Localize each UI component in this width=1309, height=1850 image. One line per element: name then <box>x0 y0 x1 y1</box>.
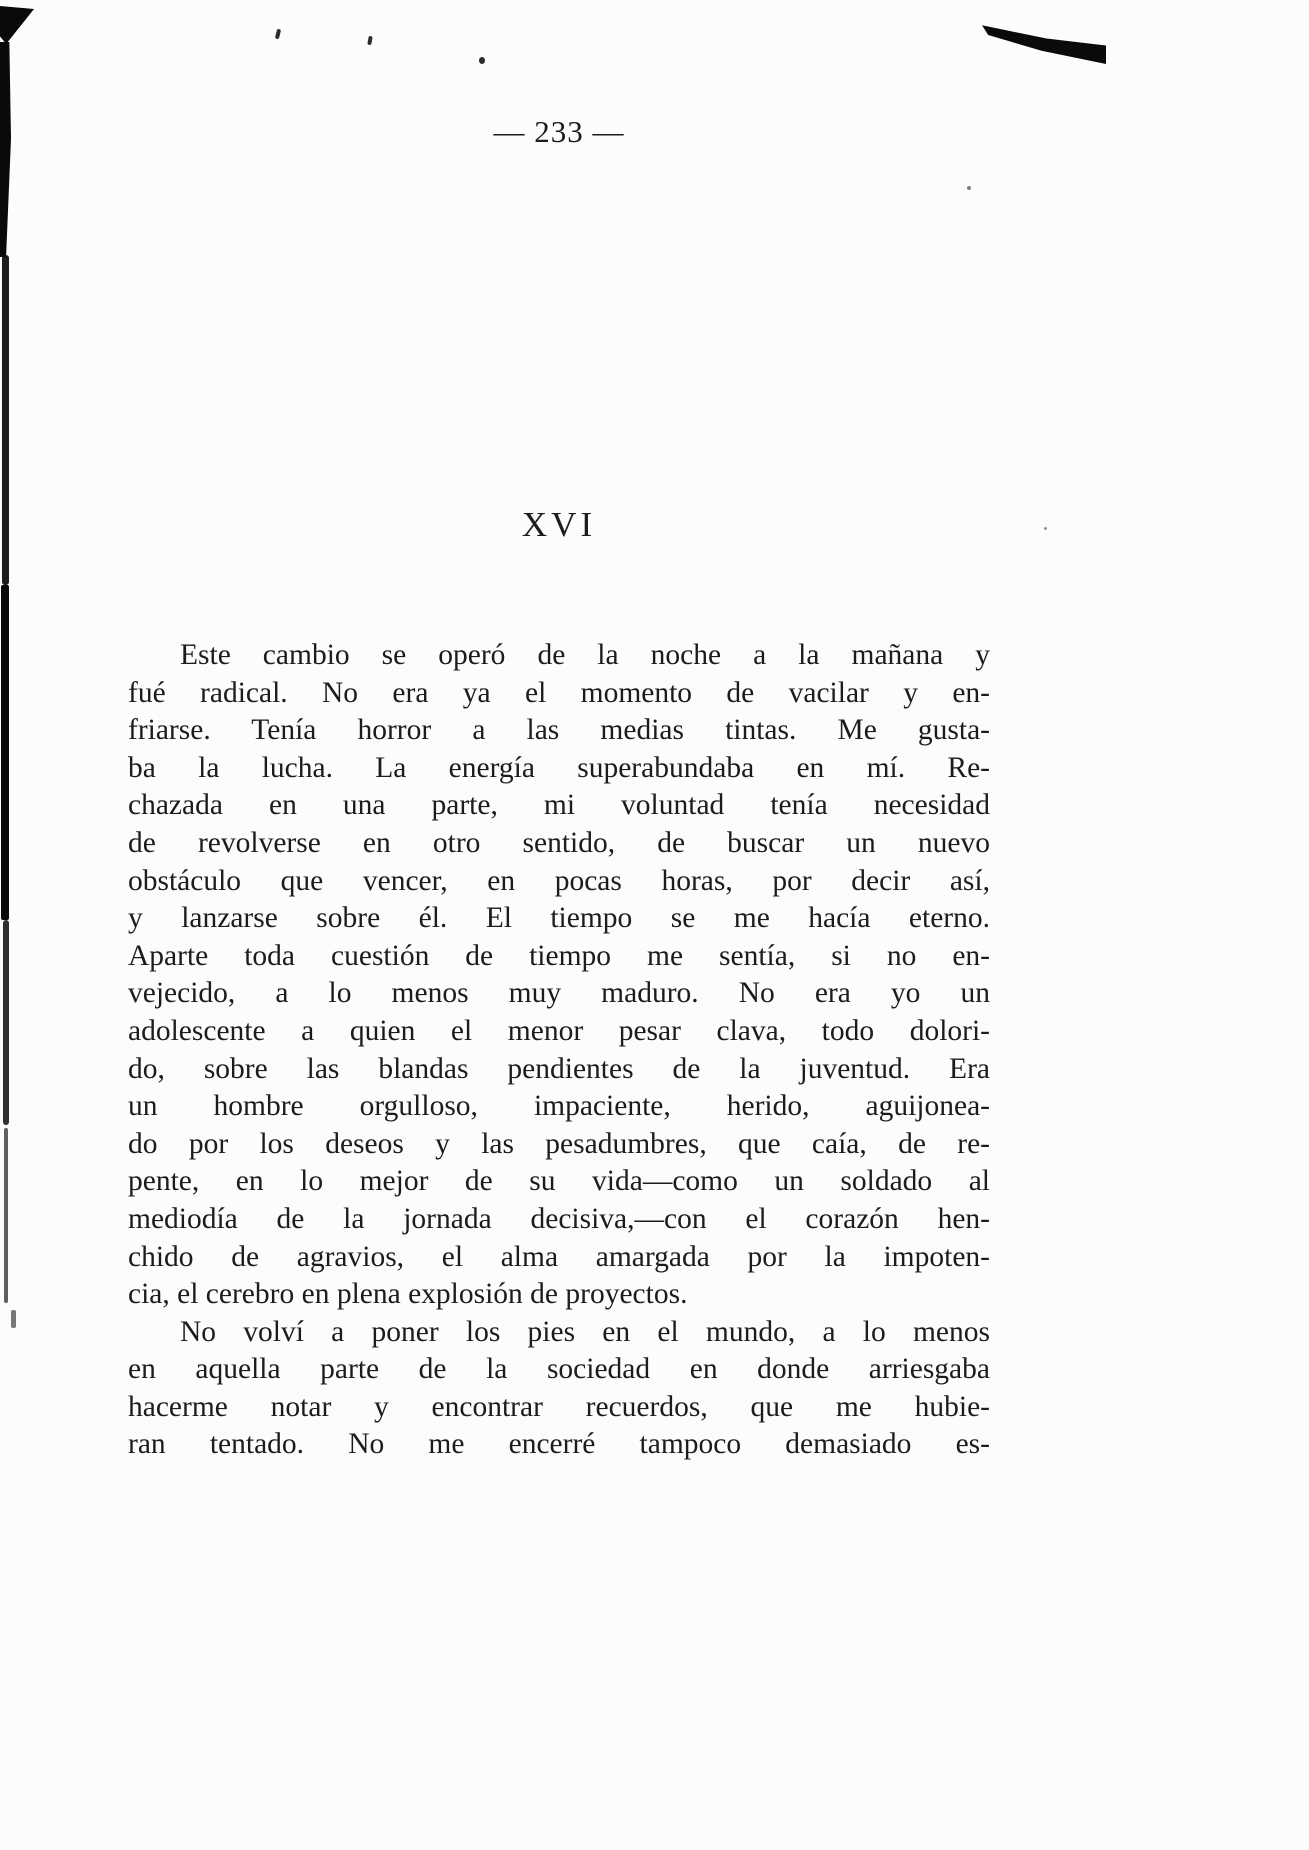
scan-artifact-binding-strip <box>0 42 11 257</box>
text-line: y lanzarse sobre él. El tiempo se me hacía eterno. <box>128 902 990 935</box>
text-line: fué radical. No era ya el momento de vacilar y en- <box>128 676 990 709</box>
scan-artifact-top-left-corner <box>0 6 34 44</box>
text-line: chido de agravios, el alma amargada por la impoten- <box>128 1240 990 1273</box>
scan-speck <box>367 36 373 46</box>
scan-artifact-binding-strip <box>2 255 9 585</box>
scan-artifact-binding-strip <box>1 585 9 920</box>
text-line: Este cambio se operó de la noche a la mañana y <box>180 639 990 671</box>
scan-speck <box>275 29 281 40</box>
scan-speck <box>1044 527 1047 530</box>
text-line: hacerme notar y encontrar recuerdos, que me hubie- <box>128 1390 990 1423</box>
scan-artifact-binding-strip <box>3 920 9 1125</box>
text-line: No volví a poner los pies en el mundo, a lo menos <box>180 1315 990 1348</box>
paragraph-2 <box>128 1314 990 1464</box>
text-line: en aquella parte de la sociedad en donde arriesgaba <box>128 1353 990 1386</box>
text-line: chazada en una parte, mi voluntad tenía necesidad <box>128 789 990 822</box>
paragraph-1 <box>128 637 990 1314</box>
text-line: vejecido, a lo menos muy maduro. No era yo un <box>128 977 990 1010</box>
text-line: ran tentado. No me encerré tampoco demasiado es- <box>128 1428 990 1461</box>
page-number: — 233 — <box>493 114 625 149</box>
text-line: adolescente a quien el menor pesar clava, todo dolori- <box>128 1014 990 1047</box>
text-line: friarse. Tenía horror a las medias tintas. Me gusta- <box>128 714 990 747</box>
text-line: obstáculo que vencer, en pocas horas, por decir así, <box>128 864 990 897</box>
scan-artifact-margin-mark <box>11 1310 16 1328</box>
chapter-heading: XVI <box>521 505 597 544</box>
text-line: do, sobre las blandas pendientes de la juventud. Era <box>128 1052 990 1085</box>
text-line: ba la lucha. La energía superabundaba en mí. Re- <box>128 751 990 784</box>
text-line: do por los deseos y las pesadumbres, que caía, de re- <box>128 1127 990 1160</box>
text-block <box>128 637 990 1464</box>
text-line: Aparte toda cuestión de tiempo me sentía, si no en- <box>128 939 990 972</box>
scan-artifact-binding-strip <box>4 1128 8 1303</box>
text-line: de revolverse en otro sentido, de buscar un nuevo <box>128 826 990 859</box>
text-line: un hombre orgulloso, impaciente, herido, aguijonea- <box>128 1090 990 1123</box>
scan-artifact-top-right-swoosh <box>982 20 1106 64</box>
text-line: mediodía de la jornada decisiva,—con el corazón hen- <box>128 1202 990 1235</box>
scan-speck <box>967 186 971 190</box>
scan-speck <box>479 57 485 64</box>
text-line: pente, en lo mejor de su vida—como un soldado al <box>128 1165 990 1198</box>
text-line: cia, el cerebro en plena explosión de proyectos. <box>128 1278 688 1311</box>
